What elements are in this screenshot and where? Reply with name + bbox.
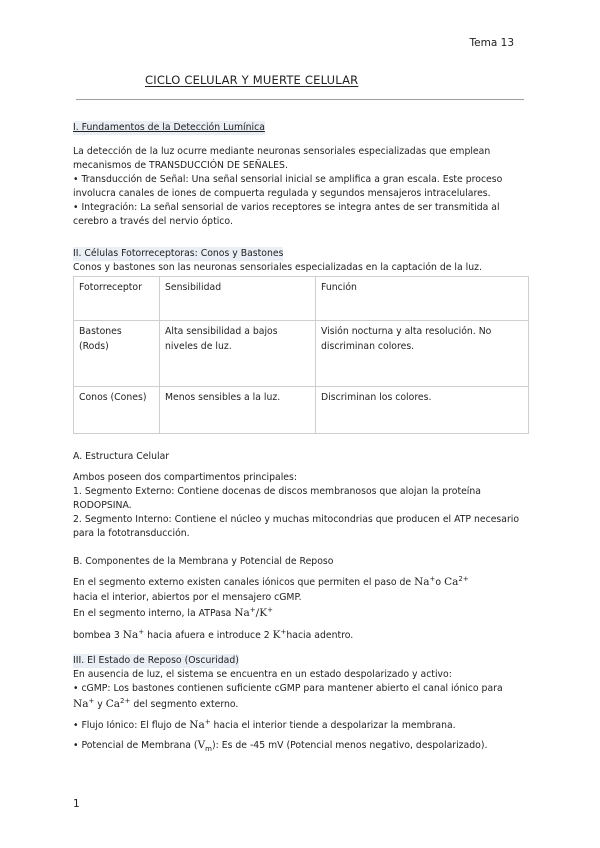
table-cell: Alta sensibilidad a bajos niveles de luz. xyxy=(160,321,316,387)
document-title: CICLO CELULAR Y MUERTE CELULAR xyxy=(145,73,359,87)
section-heading: I. Fundamentos de la Detección Lumínica xyxy=(73,122,265,133)
table-header-cell: Fotorreceptor xyxy=(74,277,160,321)
ion-formula: Na xyxy=(189,718,205,731)
section-estructura-celular xyxy=(73,450,533,541)
table-cell: Conos (Cones) xyxy=(74,387,160,434)
ion-formula: Na xyxy=(122,628,139,641)
page-number: 1 xyxy=(73,798,80,810)
section-heading: III. El Estado de Reposo (Oscuridad) xyxy=(73,655,239,666)
section-heading: B. Componentes de la Membrana y Potencial de Reposo xyxy=(73,556,334,567)
ion-formula: K xyxy=(272,628,281,641)
membrane-potential-symbol: V xyxy=(197,738,206,751)
table-cell: Menos sensibles a la luz. xyxy=(160,387,316,434)
photoreceptor-table xyxy=(73,276,529,434)
paragraph: Conos y bastones son las neuronas sensoriales especializadas en la captación de la luz. xyxy=(73,261,482,273)
paragraph: La detección de la luz ocurre mediante neuronas sensoriales especializadas que emplean mecanismos de TRANSDUCCIÓN DE SEÑALES. xyxy=(73,145,491,171)
section-celulas-fotorreceptoras xyxy=(73,247,533,275)
table-row xyxy=(74,387,529,434)
paragraph: bombea 3 Na+ hacia afuera e introduce 2 K+hacia adentro. xyxy=(73,627,354,641)
bullet-item: • Flujo Iónico: El flujo de Na+ hacia el interior tiende a despolarizar la membrana. xyxy=(73,717,456,731)
list-item: 1. Segmento Externo: Contiene docenas de discos membranosos que alojan la proteína RODOPSINA. xyxy=(73,485,481,511)
paragraph: En el segmento externo existen canales iónicos que permiten el paso de Na+o $Ca^{2+}$ xyxy=(73,574,469,589)
table-header-cell: Función xyxy=(316,277,529,321)
topic-number: Tema 13 xyxy=(469,37,514,49)
section-heading: A. Estructura Celular xyxy=(73,451,170,462)
table-header-cell: Sensibilidad xyxy=(160,277,316,321)
bullet-item: • cGMP: Los bastones contienen suficiente cGMP para mantener abierto el canal iónico para xyxy=(73,682,503,694)
ion-formula: Ca xyxy=(444,576,459,589)
table-cell: Visión nocturna y alta resolución. No discriminan colores. xyxy=(316,321,529,387)
section-heading: II. Células Fotorreceptoras: Conos y Bastones xyxy=(73,248,284,259)
title-divider xyxy=(76,99,524,100)
bullet-item: • Transducción de Señal: Una señal sensorial inicial se amplifica a gran escala. Este proceso involucra canales de iones de compuerta regulada y segundos mensajeros intracelulares. xyxy=(73,173,503,199)
ion-formula: Na xyxy=(414,576,430,589)
table-cell: Discriminan los colores. xyxy=(316,387,529,434)
ion-formula: Na xyxy=(73,697,89,710)
bullet-item-continuation: Na+ y $Ca^{2+}$ del segmento externo. xyxy=(73,696,239,710)
table-row xyxy=(74,321,529,387)
ion-formula: Na xyxy=(234,606,250,619)
paragraph: En el segmento interno, la ATPasa Na+/K+ xyxy=(73,605,273,619)
paragraph: hacia el interior, abiertos por el mensajero cGMP. xyxy=(73,591,302,603)
table-cell: Bastones (Rods) xyxy=(74,321,160,387)
table-header-row xyxy=(74,277,529,321)
ion-formula: Ca xyxy=(105,697,121,710)
ion-formula: K xyxy=(259,606,268,619)
section-fundamentos xyxy=(73,121,533,229)
bullet-item: • Potencial de Membrana $(V_m)$: Es de -45 mV (Potencial menos negativo, despolarizado). xyxy=(73,738,488,753)
paragraph: Ambos poseen dos compartimentos principales: xyxy=(73,471,297,483)
section-estado-reposo xyxy=(73,654,533,754)
list-item: 2. Segmento Interno: Contiene el núcleo y muchas mitocondrias que producen el ATP necesario para la fototransducción. xyxy=(73,513,520,539)
paragraph: En ausencia de luz, el sistema se encuentra en un estado despolarizado y activo: xyxy=(73,668,452,680)
bullet-item: • Integración: La señal sensorial de varios receptores se integra antes de ser transmitida al cerebro a través del nervio óptico. xyxy=(73,201,500,227)
section-componentes-membrana xyxy=(73,555,533,643)
